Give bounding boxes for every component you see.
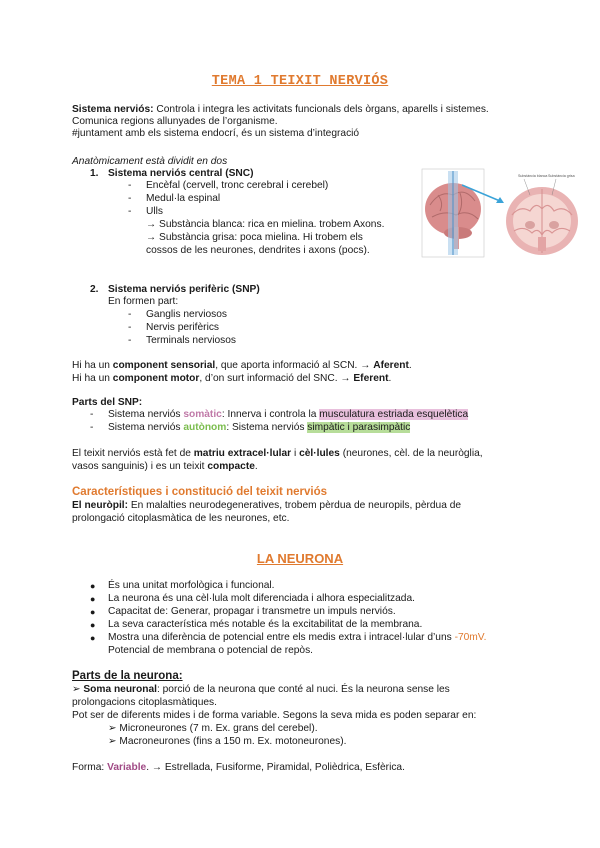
motor-end: Eferent xyxy=(353,373,389,384)
tissue-b3: compacte xyxy=(207,461,255,472)
auto-mid: : Sistema nerviós xyxy=(226,422,308,433)
somatic-mid: : Innerva i controla la xyxy=(221,409,320,420)
sensory-pre: Hi ha un xyxy=(72,360,113,371)
neuron-bullet-1: La neurona és una cèl·lula molt diferenciada i alhora especialitzada. xyxy=(108,593,415,604)
snp-number: 2. xyxy=(90,284,99,295)
tissue-mid1: i xyxy=(291,448,300,459)
form-word: Variable xyxy=(107,762,147,773)
snc-item-2: Ulls xyxy=(146,206,163,217)
tissue-line-1 xyxy=(72,448,483,460)
snp-item-1: Nervis perifèrics xyxy=(146,322,220,333)
somatic-line xyxy=(108,409,468,421)
snp-item-0: Ganglis nerviosos xyxy=(146,309,227,320)
figure-caption-right: Substància grisa xyxy=(548,174,575,178)
sensory-end: Aferent xyxy=(373,360,409,371)
soma-line-2: prolongacions citoplasmàtiques. xyxy=(72,697,217,708)
tissue-line-2 xyxy=(72,461,258,473)
dash-marker: - xyxy=(128,180,132,191)
intro-line-1 xyxy=(72,104,489,116)
neuron-parts-heading: Parts de la neurona: xyxy=(72,670,183,682)
intro-text: Controla i integra les activitats funcionals dels òrgans, aparells i sistemes. xyxy=(153,104,489,115)
somatic-pre: Sistema nerviós xyxy=(108,409,184,420)
neuropil-label: El neuròpil: xyxy=(72,500,129,511)
characteristics-heading: Característiques i constitució del teixit nerviós xyxy=(72,486,327,498)
somatic-word: somàtic xyxy=(183,409,222,420)
snc-sub-1: → Substància blanca: rica en mielina. trobem Axons. xyxy=(146,219,385,230)
anatomy-intro: Anatòmicament està dividit en dos xyxy=(72,156,228,167)
soma-label: Soma neuronal xyxy=(83,684,157,695)
document-title: TEMA 1 TEIXIT NERVIÓS xyxy=(211,74,389,89)
brain-figure xyxy=(420,165,580,261)
somatic-highlight: musculatura estriada esquelètica xyxy=(319,409,469,420)
auto-pre: Sistema nerviós xyxy=(108,422,184,433)
tissue-pre: El teixit nerviós està fet de xyxy=(72,448,194,459)
soma-arrow: ➢ xyxy=(72,684,84,695)
snc-sub-2b: cossos de les neurones, dendrites i axons (pocs). xyxy=(146,245,370,256)
neuropil-text: En malalties neurodegeneratives, trobem pèrdua de neuropils, pèrdua de xyxy=(128,500,462,511)
dash-marker: - xyxy=(90,409,94,420)
size-line: Pot ser de diferents mides i de forma variable. Segons la seva mida es poden separar en: xyxy=(72,710,477,721)
neuropil-line-2: prolongació citoplasmàtica de les neurones, etc. xyxy=(72,513,290,524)
intro-label: Sistema nerviós: xyxy=(72,104,154,115)
tissue-b1: matriu extracel·lular xyxy=(193,448,292,459)
neuron-bullet-2: Capacitat de: Generar, propagar i transmetre un impuls nerviós. xyxy=(108,606,396,617)
snp-heading: Sistema nerviós perifèric (SNP) xyxy=(108,284,260,295)
motor-pre: Hi ha un xyxy=(72,373,113,384)
dash-marker: - xyxy=(128,335,132,346)
potential-line-1 xyxy=(108,632,486,644)
snp-item-2: Terminals nerviosos xyxy=(146,335,237,346)
auto-word: autònom xyxy=(183,422,227,433)
bullet-icon: ● xyxy=(90,620,96,630)
form-pre: Forma: xyxy=(72,762,108,773)
neuron-bullet-3: La seva característica més notable és la excitabilitat de la membrana. xyxy=(108,619,423,630)
intro-line-3: #juntament amb els sistema endocrí, és un sistema d’integració xyxy=(72,128,360,139)
figure-caption-left: Substància blanca xyxy=(518,174,548,178)
potential-line-2: Potencial de membrana o potencial de repòs. xyxy=(108,645,314,656)
dash-marker: - xyxy=(128,206,132,217)
dash-marker: - xyxy=(90,422,94,433)
soma-line-1 xyxy=(72,684,450,696)
snc-item-1: Medul·la espinal xyxy=(146,193,221,204)
tissue-mid2: (neurones, cèl. de la neuròglia, xyxy=(339,448,483,459)
autonomic-line xyxy=(108,422,410,434)
micro-line: ➢ Microneurones (7 m. Ex. grans del cerebel). xyxy=(108,723,318,734)
auto-highlight: simpàtic i parasimpàtic xyxy=(307,422,411,433)
motor-dot: . xyxy=(388,373,392,384)
neuron-bullet-0: És una unitat morfològica i funcional. xyxy=(108,580,275,591)
snp-intro: En formen part: xyxy=(108,296,179,307)
sensory-bold: component sensorial xyxy=(112,360,216,371)
motor-bold: component motor xyxy=(112,373,200,384)
dash-marker: - xyxy=(128,322,132,333)
form-text: . → Estrellada, Fusiforme, Piramidal, Polièdrica, Esfèrica. xyxy=(146,762,405,773)
dash-marker: - xyxy=(128,193,132,204)
brain-illustration xyxy=(420,165,580,261)
tissue-line2-pre: vasos sanguinis) i es un teixit xyxy=(72,461,208,472)
intro-line-2: Comunica regions allunyades de l’organisme. xyxy=(72,116,278,127)
snc-heading: Sistema nerviós central (SNC) xyxy=(108,168,254,179)
neuropil-line-1 xyxy=(72,500,461,512)
snc-item-0: Encèfal (cervell, tronc cerebral i cerebel) xyxy=(146,180,329,191)
neuron-title: LA NEURONA xyxy=(256,551,344,566)
potential-value: -70mV. xyxy=(454,632,487,643)
macro-line: ➢ Macroneurones (fins a 150 m. Ex. motoneurones). xyxy=(108,736,347,747)
motor-line xyxy=(72,373,391,385)
bullet-icon: ● xyxy=(90,633,96,643)
tissue-line2-end: . xyxy=(254,461,258,472)
parts-snp-heading: Parts del SNP: xyxy=(72,397,143,408)
bullet-icon: ● xyxy=(90,607,96,617)
form-line xyxy=(72,762,405,774)
snc-number: 1. xyxy=(90,168,99,179)
potential-text: Mostra una diferència de potencial entre els medis extra i intracel·lular d’uns xyxy=(108,632,455,643)
sensory-mid: , que aporta informació al SCN. → xyxy=(215,360,374,371)
bullet-icon: ● xyxy=(90,581,96,591)
sensory-line xyxy=(72,360,412,372)
soma-text: : porció de la neurona que conté al nuci. És la neurona sense les xyxy=(156,684,450,695)
tissue-b2: cèl·lules xyxy=(299,448,340,459)
bullet-icon: ● xyxy=(90,594,96,604)
motor-mid: , d’on surt informació del SNC. → xyxy=(199,373,354,384)
sensory-dot: . xyxy=(408,360,412,371)
dash-marker: - xyxy=(128,309,132,320)
snc-sub-2a: → Substància grisa: poca mielina. Hi trobem els xyxy=(146,232,363,243)
